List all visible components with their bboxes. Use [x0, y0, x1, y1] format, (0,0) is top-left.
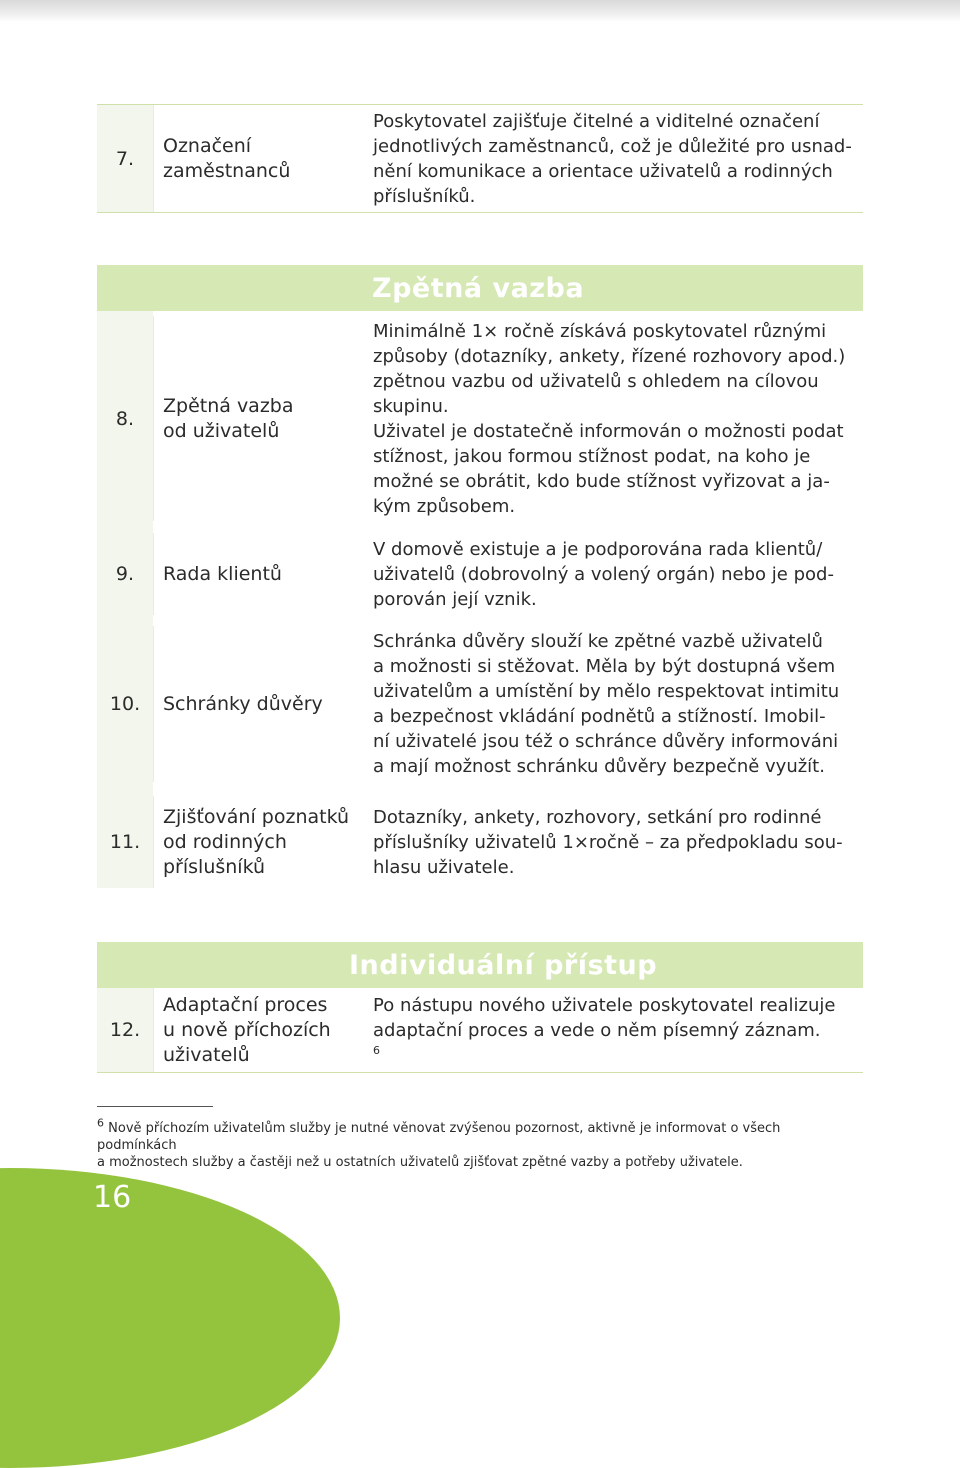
corner-decoration: [0, 1168, 340, 1468]
row-number: 8.: [97, 316, 153, 521]
row-label: Označení zaměstnanců: [153, 105, 351, 212]
row-description: Minimálně 1× ročně získává poskytovatel různými způsoby (dotazníky, ankety, řízené rozhovory apod.) zpětnou vazbu od uživatelů s ohledem na cílovou skupinu. Uživatel je dostatečně informován o možnosti podat stížnost, jakou formou stížnost podat, na koho je možné se obrátit, kdo bude stížnost vyřizovat a ja- kým způsobem.: [373, 320, 846, 517]
table-row: [97, 105, 863, 212]
row-number: 12.: [97, 988, 153, 1072]
row-description: Poskytovatel zajišťuje čitelné a viditelné označení jednotlivých zaměstnanců, což je důležité pro usnad- nění komunikace a orientace uživatelů a rodinných příslušníků.: [373, 110, 852, 207]
top-band: [0, 0, 960, 22]
section-title: Individuální přístup: [349, 949, 658, 981]
footnote: $^6$ Nově příchozím uživatelům služby je nutné věnovat zvýšenou pozornost, aktivně je informovat o všech podmínkách a možnostech služby a častěji než u ostatních uživatelů zjišťovat zpětné vazby a potřeby uživatele.: [97, 1116, 781, 1170]
footnote-marker: 6: [97, 1116, 104, 1130]
row-description: Po nástupu nového uživatele poskytovatel realizuje adaptační proces a vede o něm písemný záznam. $^6$: [373, 994, 836, 1057]
row-label: Zjišťování poznatků od rodinných příslušníků: [153, 796, 351, 888]
row-number: 7.: [97, 105, 153, 212]
row-label: Zpětná vazba od uživatelů: [153, 316, 351, 521]
row-description: Dotazníky, ankety, rozhovory, setkání pro rodinné příslušníky uživatelů 1×ročně – za předpokladu sou- hlasu uživatele.: [373, 806, 843, 878]
footnote-rule: [97, 1106, 213, 1107]
table-row: [97, 796, 863, 888]
section-title: Zpětná vazba: [372, 272, 585, 304]
row-label: Rada klientů: [153, 533, 351, 615]
page-number: 16: [93, 1180, 132, 1215]
row-label: Adaptační proces u nově příchozích uživatelů: [153, 988, 351, 1072]
row-number: 9.: [97, 533, 153, 615]
row-number: 11.: [97, 796, 153, 888]
table-row: [97, 316, 863, 521]
table-row: [97, 626, 863, 782]
divider: [97, 212, 863, 213]
footnote-ref[interactable]: 6: [373, 1043, 380, 1057]
row-label: Schránky důvěry: [153, 626, 351, 782]
divider: [97, 1072, 863, 1073]
row-description: Schránka důvěry slouží ke zpětné vazbě uživatelů a možnosti si stěžovat. Měla by být dostupná všem uživatelům a umístění by mělo respektovat intimitu a bezpečnost vkládání podnětů a stížností. Imobil- ní uživatelé jsou též o schránce důvěry informováni a mají možnost schránku důvěry bezpečně využít.: [373, 631, 840, 777]
section-header: [97, 265, 863, 311]
table-row: [97, 533, 863, 615]
section-header: [97, 942, 863, 988]
table-row: [97, 988, 863, 1072]
row-description: V domově existuje a je podporována rada klientů/ uživatelů (dobrovolný a volený orgán) nebo je pod- porován její vznik.: [373, 538, 834, 610]
row-number: 10.: [97, 626, 153, 782]
